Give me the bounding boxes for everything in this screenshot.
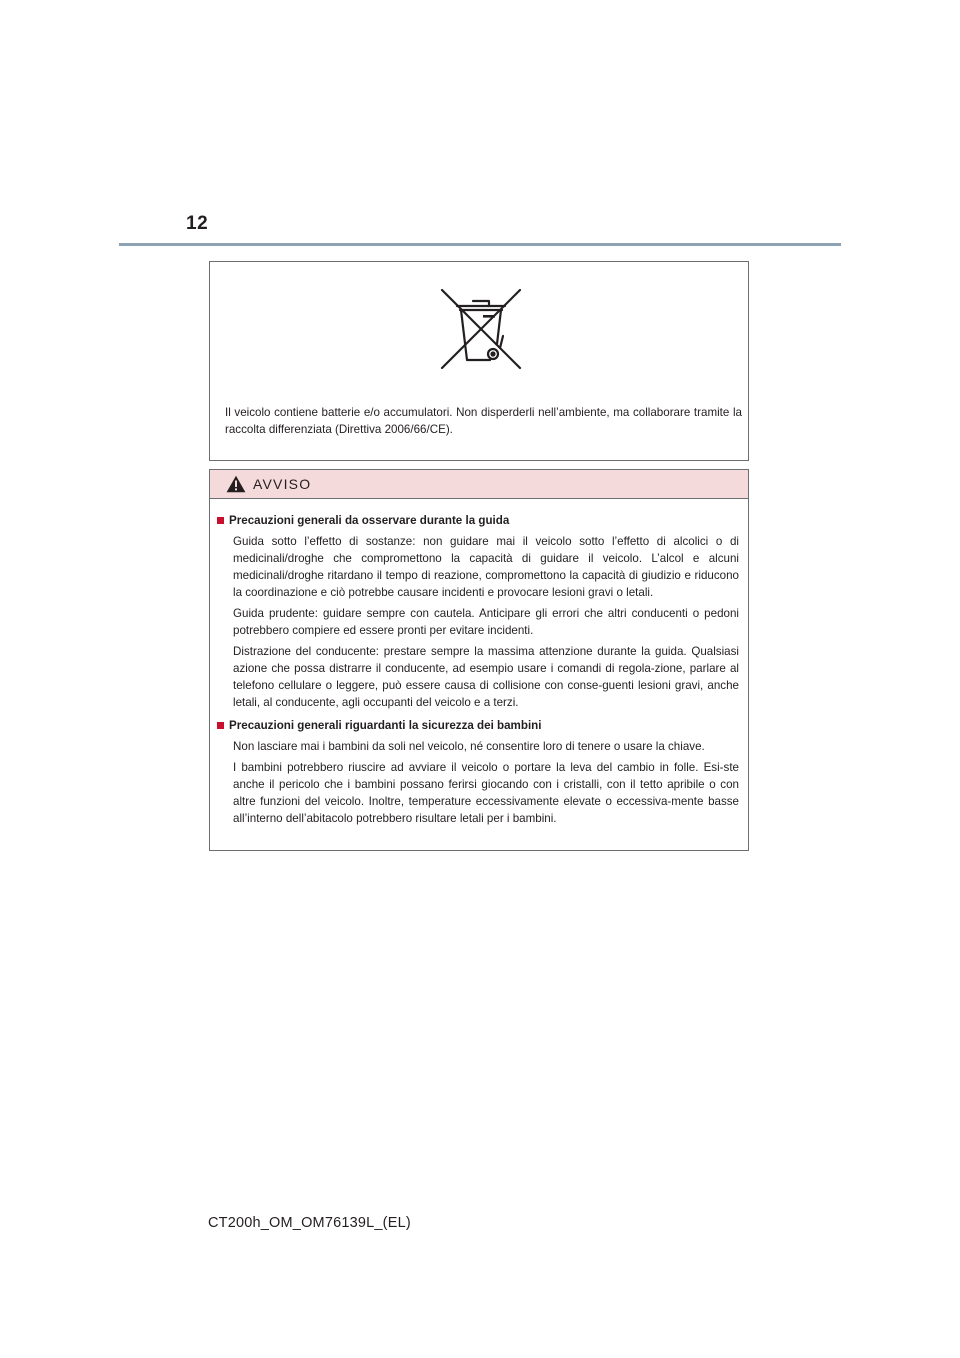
disposal-notice-box bbox=[209, 261, 749, 461]
warning-body bbox=[210, 499, 748, 827]
disposal-notice-text: Il veicolo contiene batterie e/o accumulatori. Non disperderli nell’ambiente, ma collaborare tramite la raccolta differenziata (Direttiva 2006/66/CE). bbox=[225, 406, 742, 436]
square-bullet-icon bbox=[217, 722, 224, 729]
crossed-out-wheeled-bin-icon bbox=[440, 288, 522, 370]
warning-section-child-safety bbox=[217, 717, 739, 827]
warning-title: AVVISO bbox=[253, 476, 312, 492]
warning-paragraph: I bambini potrebbero riuscire ad avviare il veicolo o portare la leva del cambio in folle. Esi-ste anche il pericolo che i bambini possano ferirsi giocando con i cristalli, con il tetto apribile o con altre funzioni del veicolo. Inoltre, temperature eccessivamente elevate o eccessiva-mente basse all’interno dell’abitacolo potrebbero risultare letali per i bambini. bbox=[233, 761, 739, 825]
warning-triangle-icon bbox=[226, 475, 246, 493]
document-code: CT200h_OM_OM76139L_(EL) bbox=[208, 1215, 411, 1231]
warning-paragraph: Non lasciare mai i bambini da soli nel veicolo, né consentire loro di tenere o usare la chiave. bbox=[233, 740, 705, 753]
section-heading-text: Precauzioni generali riguardanti la sicurezza dei bambini bbox=[229, 719, 542, 732]
warning-paragraph: Distrazione del conducente: prestare sempre la massima attenzione durante la guida. Qualsiasi azione che possa distrarre il conducente, ad esempio usare i comandi di regola-zione, parlare al telefono cellulare o leggere, può essere causa di collisione con conse-guenti lesioni gravi, anche letali, al conducente, agli occupanti del veicolo e a terzi. bbox=[233, 645, 739, 709]
header-rule bbox=[119, 243, 841, 246]
section-heading bbox=[217, 717, 739, 734]
warning-box bbox=[209, 469, 749, 851]
section-heading-text: Precauzioni generali da osservare durante la guida bbox=[229, 514, 510, 527]
warning-section-driving bbox=[217, 512, 739, 711]
warning-paragraph: Guida sotto l’effetto di sostanze: non guidare mai il veicolo sotto l’effetto di alcolici o di medicinali/droghe che compromettono la capacità di guidare il veicolo. L’alcol e alcuni medicinali/droghe ritardano il tempo di reazione, compromettono la capacità di giudizio e riducono la coordinazione e ciò potrebbe causare incidenti e provocare lesioni gravi o letali. bbox=[233, 535, 739, 599]
warning-paragraph: Guida prudente: guidare sempre con cautela. Anticipare gli errori che altri conducenti o pedoni potrebbero compiere ed essere pronti per evitare incidenti. bbox=[233, 607, 739, 637]
section-heading bbox=[217, 512, 739, 529]
square-bullet-icon bbox=[217, 517, 224, 524]
warning-header bbox=[210, 470, 748, 499]
page-number: 12 bbox=[186, 213, 209, 234]
